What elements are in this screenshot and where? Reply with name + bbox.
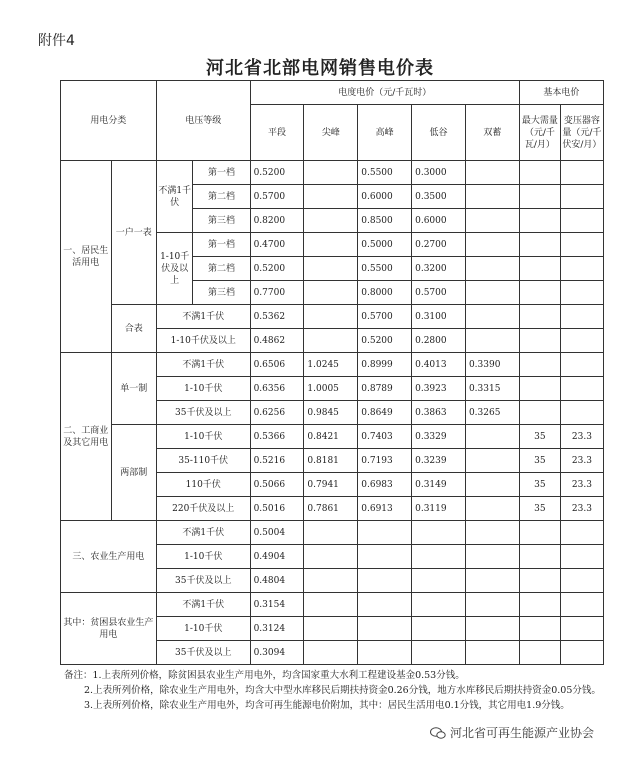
voltage-1-10kv: 1-10千伏及以上 (156, 233, 193, 305)
header-basic-price: 基本电价 (519, 81, 603, 105)
price-cell (560, 593, 603, 617)
price-cell (465, 617, 519, 641)
price-cell: 0.8649 (358, 401, 412, 425)
voltage-label: 1-10千伏 (156, 425, 250, 449)
price-cell (304, 641, 358, 665)
price-cell (465, 281, 519, 305)
price-cell (304, 233, 358, 257)
tier-label: 第一档 (193, 233, 250, 257)
price-cell (519, 329, 560, 353)
price-cell (519, 641, 560, 665)
price-cell: 0.6256 (250, 401, 304, 425)
voltage-label: 1-10千伏 (156, 545, 250, 569)
voltage-label: 35-110千伏 (156, 449, 250, 473)
header-peak: 尖峰 (304, 105, 358, 161)
price-cell: 0.5200 (358, 329, 412, 353)
price-cell (519, 353, 560, 377)
price-cell: 0.5000 (358, 233, 412, 257)
price-cell (304, 521, 358, 545)
price-cell (560, 185, 603, 209)
page-title: 河北省北部电网销售电价表 (206, 58, 434, 79)
price-cell (560, 521, 603, 545)
price-cell: 0.5700 (358, 305, 412, 329)
price-cell (560, 329, 603, 353)
price-cell (519, 209, 560, 233)
tier-label: 第二档 (193, 257, 250, 281)
header-storage: 双蓄 (465, 105, 519, 161)
price-cell: 0.5700 (250, 185, 304, 209)
price-cell (465, 209, 519, 233)
category-agriculture: 三、农业生产用电 (61, 521, 157, 593)
header-energy-price: 电度电价（元/千瓦时） (250, 81, 519, 105)
price-cell: 1.0245 (304, 353, 358, 377)
price-cell (519, 233, 560, 257)
price-cell (412, 641, 466, 665)
voltage-label: 220千伏及以上 (156, 497, 250, 521)
price-cell: 0.6983 (358, 473, 412, 497)
price-cell: 0.4013 (412, 353, 466, 377)
max-demand-cell: 35 (519, 497, 560, 521)
notes (64, 668, 604, 713)
price-cell (465, 425, 519, 449)
table-row (61, 425, 604, 449)
subcategory-combined-meter: 合表 (111, 305, 156, 353)
price-cell: 0.7403 (358, 425, 412, 449)
price-cell: 0.3119 (412, 497, 466, 521)
price-cell: 0.3124 (250, 617, 304, 641)
table-row (61, 521, 604, 545)
price-cell (358, 521, 412, 545)
price-cell (465, 521, 519, 545)
price-cell: 0.5362 (250, 305, 304, 329)
price-cell: 0.3863 (412, 401, 466, 425)
price-cell: 0.2800 (412, 329, 466, 353)
voltage-label: 1-10千伏及以上 (156, 329, 250, 353)
price-cell (519, 161, 560, 185)
price-cell (560, 161, 603, 185)
header-voltage: 电压等级 (156, 81, 250, 161)
price-cell (519, 281, 560, 305)
transformer-cell: 23.3 (560, 473, 603, 497)
price-cell: 0.8500 (358, 209, 412, 233)
price-cell (519, 617, 560, 641)
price-cell (560, 257, 603, 281)
price-cell (560, 305, 603, 329)
subcategory-two-part: 两部制 (111, 425, 156, 521)
price-cell: 0.5016 (250, 497, 304, 521)
price-cell: 0.3000 (412, 161, 466, 185)
watermark-text: 河北省可再生能源产业协会 (450, 726, 595, 740)
price-cell: 0.5700 (412, 281, 466, 305)
price-cell: 0.6506 (250, 353, 304, 377)
price-cell (358, 569, 412, 593)
watermark (430, 724, 594, 741)
price-cell: 0.8000 (358, 281, 412, 305)
price-cell (519, 377, 560, 401)
voltage-label: 不满1千伏 (156, 353, 250, 377)
price-cell (465, 329, 519, 353)
price-cell: 0.5366 (250, 425, 304, 449)
price-cell (304, 305, 358, 329)
price-cell: 0.3265 (465, 401, 519, 425)
attachment-label: 附件4 (38, 33, 75, 49)
price-cell: 0.8200 (250, 209, 304, 233)
price-cell (560, 545, 603, 569)
price-cell: 0.3923 (412, 377, 466, 401)
price-cell: 0.6000 (412, 209, 466, 233)
price-cell (519, 305, 560, 329)
wechat-icon (430, 727, 446, 739)
voltage-label: 35千伏及以上 (156, 641, 250, 665)
price-cell (560, 377, 603, 401)
transformer-cell: 23.3 (560, 497, 603, 521)
price-cell: 0.2700 (412, 233, 466, 257)
price-cell (560, 569, 603, 593)
price-cell (358, 593, 412, 617)
price-cell (304, 545, 358, 569)
voltage-under-1kv: 不满1千伏 (156, 161, 193, 233)
header-high: 高峰 (358, 105, 412, 161)
price-cell: 0.8999 (358, 353, 412, 377)
price-cell: 0.9845 (304, 401, 358, 425)
price-cell (465, 497, 519, 521)
voltage-label: 35千伏及以上 (156, 569, 250, 593)
price-cell (358, 617, 412, 641)
price-cell: 0.7700 (250, 281, 304, 305)
price-cell (358, 641, 412, 665)
price-cell (465, 545, 519, 569)
category-residential: 一、居民生活用电 (61, 161, 112, 353)
price-cell (304, 257, 358, 281)
note-3: 3.上表所列价格，除农业生产用电外，均含可再生能源电价附加，其中：居民生活用电0.1分钱，其它用电1.9分钱。 (84, 700, 570, 711)
price-cell: 0.3390 (465, 353, 519, 377)
price-cell: 0.7193 (358, 449, 412, 473)
subcategory-single-rate: 单一制 (111, 353, 156, 425)
price-cell: 0.4904 (250, 545, 304, 569)
price-cell (560, 281, 603, 305)
price-cell (465, 185, 519, 209)
table-row (61, 593, 604, 617)
price-cell (465, 233, 519, 257)
price-cell: 0.4700 (250, 233, 304, 257)
price-cell (560, 353, 603, 377)
price-cell (465, 473, 519, 497)
price-cell (519, 257, 560, 281)
price-cell (519, 593, 560, 617)
price-cell (304, 209, 358, 233)
price-cell (560, 209, 603, 233)
transformer-cell: 23.3 (560, 449, 603, 473)
price-cell (560, 617, 603, 641)
voltage-label: 不满1千伏 (156, 305, 250, 329)
price-cell: 0.3200 (412, 257, 466, 281)
header-flat: 平段 (250, 105, 304, 161)
tier-label: 第一档 (193, 161, 250, 185)
price-cell: 1.0005 (304, 377, 358, 401)
tier-label: 第三档 (193, 281, 250, 305)
price-cell (412, 569, 466, 593)
price-cell (519, 521, 560, 545)
voltage-label: 1-10千伏 (156, 377, 250, 401)
category-commercial: 二、工商业及其它用电 (61, 353, 112, 521)
header-low: 低谷 (412, 105, 466, 161)
note-1: 备注：1.上表所列价格，除贫困县农业生产用电外，均含国家重大水利工程建设基金0.53分钱。 (64, 670, 465, 681)
subcategory-single-meter: 一户一表 (111, 161, 156, 305)
price-table (60, 80, 604, 665)
note-2: 2.上表所列价格，除农业生产用电外，均含大中型水库移民后期扶持资金0.26分钱，地方水库移民后期扶持资金0.05分钱。 (84, 685, 601, 696)
price-cell: 0.4862 (250, 329, 304, 353)
tier-label: 第二档 (193, 185, 250, 209)
price-cell (304, 281, 358, 305)
voltage-label: 不满1千伏 (156, 521, 250, 545)
max-demand-cell: 35 (519, 449, 560, 473)
price-cell: 0.6356 (250, 377, 304, 401)
price-cell (358, 545, 412, 569)
header-transformer: 变压器容量（元/千伏安/月） (560, 105, 603, 161)
header-max-demand: 最大需量（元/千瓦/月） (519, 105, 560, 161)
tier-label: 第三档 (193, 209, 250, 233)
price-cell (560, 233, 603, 257)
price-cell: 0.7941 (304, 473, 358, 497)
price-cell: 0.3100 (412, 305, 466, 329)
voltage-label: 110千伏 (156, 473, 250, 497)
voltage-label: 不满1千伏 (156, 593, 250, 617)
price-cell: 0.3149 (412, 473, 466, 497)
price-cell: 0.5216 (250, 449, 304, 473)
price-cell (465, 161, 519, 185)
price-cell: 0.7861 (304, 497, 358, 521)
price-cell (304, 329, 358, 353)
price-cell: 0.6913 (358, 497, 412, 521)
table-row (61, 305, 604, 329)
price-cell (560, 401, 603, 425)
max-demand-cell: 35 (519, 473, 560, 497)
price-cell (412, 617, 466, 641)
price-cell (412, 521, 466, 545)
transformer-cell: 23.3 (560, 425, 603, 449)
price-cell: 0.8181 (304, 449, 358, 473)
price-cell (304, 569, 358, 593)
price-cell: 0.3329 (412, 425, 466, 449)
price-cell: 0.8421 (304, 425, 358, 449)
price-cell: 0.3094 (250, 641, 304, 665)
price-cell: 0.5200 (250, 161, 304, 185)
price-cell (412, 545, 466, 569)
price-cell: 0.3315 (465, 377, 519, 401)
price-cell (304, 161, 358, 185)
voltage-label: 35千伏及以上 (156, 401, 250, 425)
price-cell: 0.6000 (358, 185, 412, 209)
price-cell (465, 569, 519, 593)
price-cell (519, 545, 560, 569)
price-cell: 0.5500 (358, 257, 412, 281)
price-cell (304, 617, 358, 641)
max-demand-cell: 35 (519, 425, 560, 449)
price-cell: 0.3500 (412, 185, 466, 209)
price-cell (465, 305, 519, 329)
price-cell: 0.4804 (250, 569, 304, 593)
price-cell (519, 401, 560, 425)
price-cell: 0.5200 (250, 257, 304, 281)
voltage-label: 1-10千伏 (156, 617, 250, 641)
table-row (61, 161, 604, 185)
price-cell (519, 569, 560, 593)
category-poverty-agriculture: 其中：贫困县农业生产用电 (61, 593, 157, 665)
price-cell: 0.3154 (250, 593, 304, 617)
price-cell (465, 257, 519, 281)
price-cell: 0.3239 (412, 449, 466, 473)
price-cell: 0.5500 (358, 161, 412, 185)
price-cell: 0.5004 (250, 521, 304, 545)
price-cell: 0.5066 (250, 473, 304, 497)
price-cell (465, 593, 519, 617)
price-cell (465, 449, 519, 473)
price-cell (412, 593, 466, 617)
table-row (61, 81, 604, 105)
price-cell (465, 641, 519, 665)
header-category: 用电分类 (61, 81, 157, 161)
price-cell (519, 185, 560, 209)
price-cell (304, 185, 358, 209)
price-cell (304, 593, 358, 617)
price-cell: 0.8789 (358, 377, 412, 401)
price-cell (560, 641, 603, 665)
table-row (61, 353, 604, 377)
